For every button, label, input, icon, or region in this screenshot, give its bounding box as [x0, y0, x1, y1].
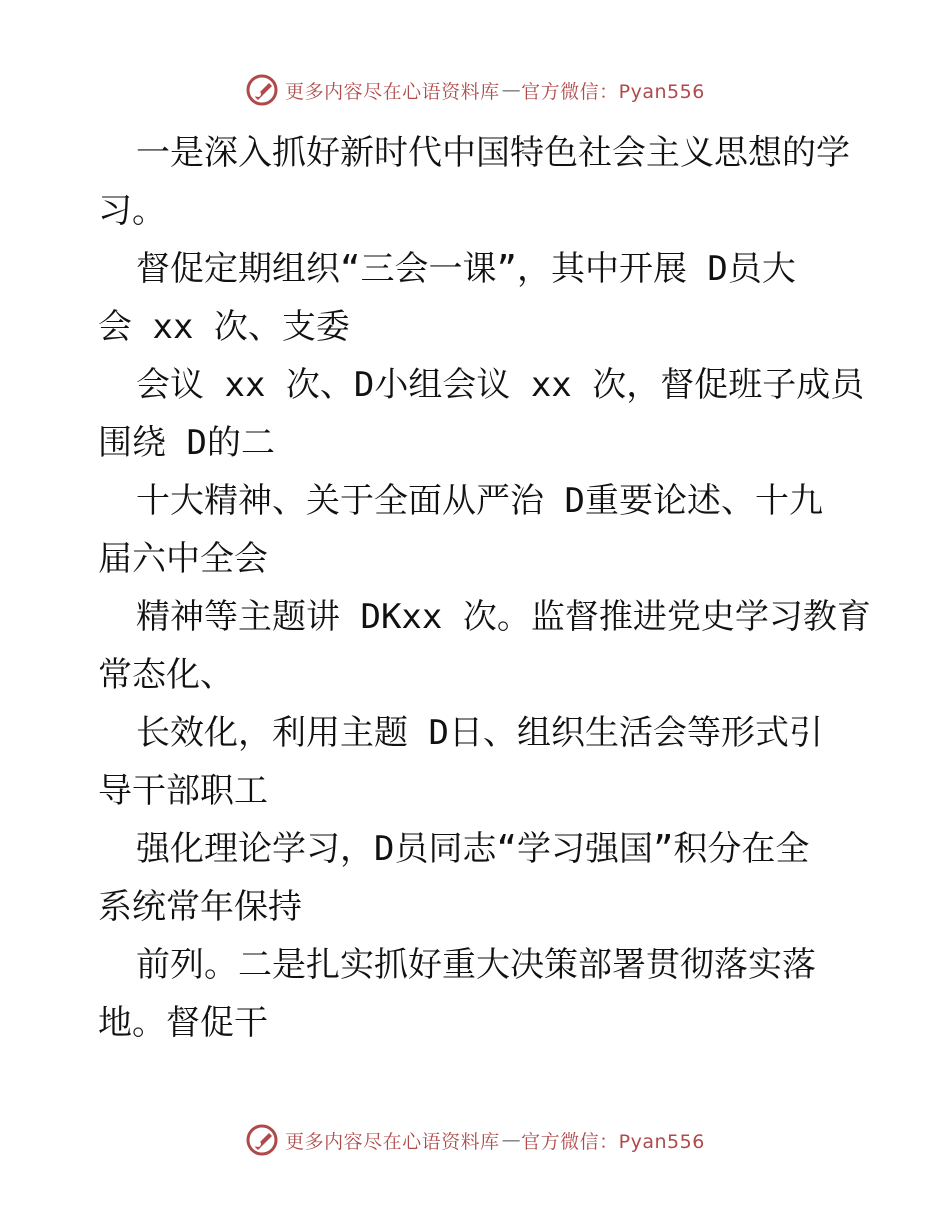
banner-main-text: 更多内容尽在心语资料库: [285, 1130, 500, 1153]
paragraph-line: 常态化、: [98, 655, 234, 695]
paragraph-line: 一是深入抓好新时代中国特色社会主义思想的学: [136, 133, 850, 173]
paragraph-line: 长效化，利用主题 D日、组织生活会等形式引: [136, 713, 823, 753]
paragraph-line: 届六中全会: [98, 539, 268, 579]
header-watermark-banner: [0, 70, 950, 110]
paragraph-3: [98, 356, 865, 472]
paragraph-7: [98, 820, 858, 936]
document-body: [98, 124, 871, 1052]
banner-wechat-text: 官方微信：Pyan556: [521, 80, 705, 103]
pen-logo-icon: [245, 73, 279, 107]
pen-logo-icon: [245, 1123, 279, 1157]
paragraph-2: [98, 240, 858, 356]
paragraph-line: 会 xx 次、支委: [98, 307, 350, 347]
paragraph-5: [98, 588, 871, 704]
paragraph-line: 地。督促干: [98, 1003, 268, 1043]
paragraph-line: 十大精神、关于全面从严治 D重要论述、十九: [136, 481, 823, 521]
footer-watermark-banner: [0, 1120, 950, 1160]
paragraph-line: 强化理论学习，D员同志“学习强国”积分在全: [136, 829, 810, 869]
paragraph-8: [98, 936, 858, 1052]
banner-wechat-text: 官方微信：Pyan556: [521, 1130, 705, 1153]
paragraph-4: [98, 472, 858, 588]
paragraph-line: 精神等主题讲 DKxx 次。监督推进党史学习教育: [136, 597, 871, 637]
paragraph-line: 围绕 D的二: [98, 423, 275, 463]
paragraph-line: 习。: [98, 191, 166, 231]
paragraph-line: 导干部职工: [98, 771, 268, 811]
paragraph-1: [98, 124, 858, 240]
paragraph-line: 前列。二是扎实抓好重大决策部署贯彻落实落: [136, 945, 816, 985]
paragraph-6: [98, 704, 858, 820]
paragraph-line: 会议 xx 次、D小组会议 xx 次，督促班子成员: [136, 365, 865, 405]
banner-dash: —: [501, 1129, 522, 1151]
banner-dash: —: [501, 79, 522, 101]
paragraph-line: 系统常年保持: [98, 887, 302, 927]
paragraph-line: 督促定期组织“三会一课”，其中开展 D员大: [136, 249, 796, 289]
banner-main-text: 更多内容尽在心语资料库: [285, 80, 500, 103]
